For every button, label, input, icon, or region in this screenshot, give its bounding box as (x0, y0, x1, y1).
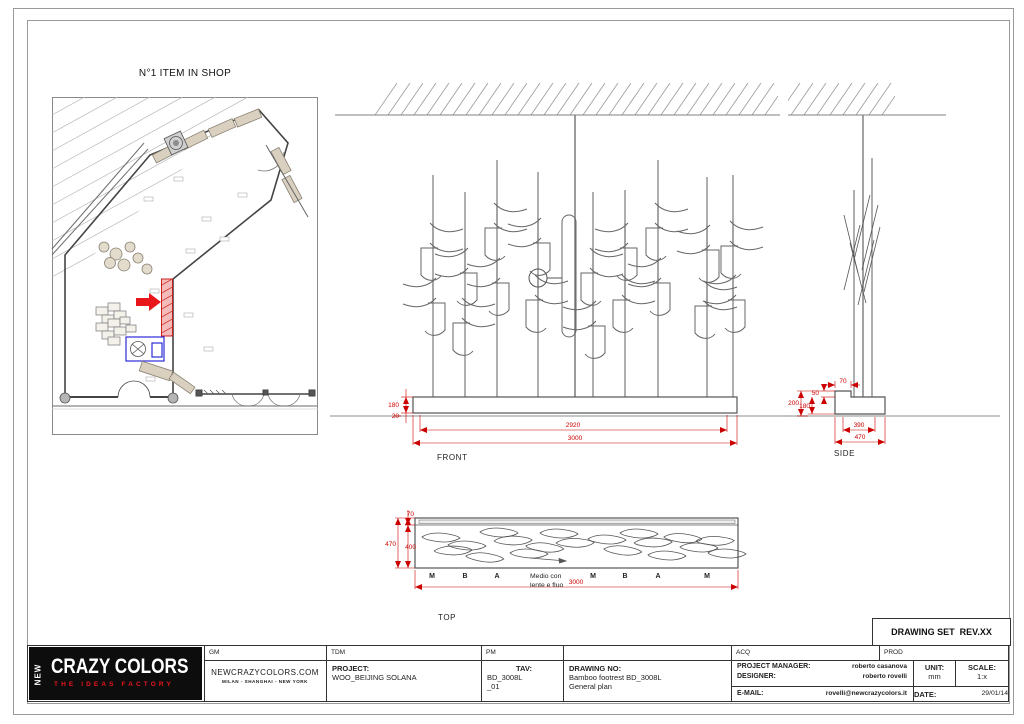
date-label: DATE: (914, 690, 937, 699)
scale-label: SCALE: (968, 663, 996, 672)
dim-base-gap-text: 20 (391, 413, 399, 420)
dim-leaf-depth-text: 400 (405, 544, 416, 551)
header-prod: PROD (884, 649, 903, 656)
header-tdm: TDM (331, 649, 346, 656)
dim-total-depth-text: 470 (385, 541, 396, 548)
front-elevation-drawing (330, 75, 790, 475)
base-platform-profile (835, 391, 885, 414)
unit-value: mm (928, 672, 941, 681)
logo-tagline-text: THE IDEAS FACTORY (54, 681, 174, 688)
bamboo-poles (433, 115, 733, 397)
side-view-label: SIDE (834, 449, 856, 458)
svg-text:M: M (590, 573, 596, 580)
date-cell (914, 690, 1008, 699)
unit-label: UNIT: (924, 663, 945, 672)
side-elevation-drawing (788, 75, 1000, 475)
dim-total-width-text: 3000 (567, 435, 583, 442)
ceiling-hatch (778, 83, 904, 115)
dim-total-width-text: 3000 (568, 579, 584, 586)
svg-text:M: M (704, 573, 710, 580)
header-gm: GM (209, 649, 220, 656)
dimension-base-height (808, 397, 835, 414)
dim-base-height-text: 180 (799, 403, 810, 410)
project-label: PROJECT: (332, 664, 370, 673)
email-label: E-MAIL: (737, 690, 764, 697)
bamboo-poles (854, 115, 872, 397)
designer-label: DESIGNER: (737, 673, 776, 680)
company-website-cell (204, 668, 326, 684)
logo-new-text: NEW (33, 663, 43, 686)
project-manager-label: PROJECT MANAGER: (737, 663, 811, 670)
ceiling-hatch (375, 83, 787, 115)
dim-total-height-text: 200 (788, 400, 799, 407)
header-pm: PM (486, 649, 496, 656)
designer-value: roberto rovelli (862, 673, 907, 680)
scale-value: 1:x (976, 672, 987, 681)
dim-step-width-text: 70 (839, 378, 847, 385)
drawing-set-rev-box: DRAWING SET REV.XX (872, 618, 1011, 646)
project-cell (332, 664, 480, 682)
dimension-step-height (821, 385, 835, 403)
dim-inner-width-text: 390 (853, 422, 865, 429)
date-value: 29/01/14 (981, 690, 1008, 697)
drawing-no-line1: Bamboo footrest BD_3008L (569, 673, 662, 682)
logo-name-text: CRAZY COLORS (51, 655, 189, 678)
top-view-label: TOP (438, 613, 457, 622)
front-view-label: FRONT (437, 453, 468, 462)
svg-text:A: A (494, 573, 500, 580)
website-url: NEWCRAZYCOLORS.COM (211, 668, 319, 677)
drawing-no-label: DRAWING NO: (569, 664, 622, 673)
svg-text:B: B (622, 573, 628, 580)
tav-cell (487, 664, 561, 691)
dim-total-width-text: 470 (854, 434, 866, 441)
dimension-left (395, 510, 415, 568)
svg-text:M: M (429, 573, 435, 580)
medio-label-line2: lente e fluo (530, 582, 564, 589)
svg-text:B: B (462, 573, 468, 580)
dim-strip-depth-text: 70 (406, 511, 414, 518)
tav-value-line1: BD_3008L (487, 673, 523, 682)
leaf-strokes (844, 195, 880, 305)
email-value: rovelli@newcrazycolors.it (825, 690, 907, 697)
project-value: WOO_BEIJING SOLANA (332, 673, 417, 682)
dim-step-height-text: 50 (811, 390, 819, 397)
base-platform (413, 397, 737, 413)
tav-value-line2: _01 (487, 682, 500, 691)
dim-inner-width-text: 2920 (565, 422, 581, 429)
svg-text:A: A (655, 573, 661, 580)
project-manager-value: roberto casanova (852, 663, 907, 670)
team-cell (737, 662, 907, 701)
tav-label: TAV: (516, 664, 532, 673)
floor-plan-drawing (52, 97, 318, 435)
leaf-clusters (403, 203, 763, 358)
dim-base-height-text: 180 (388, 402, 399, 409)
drawing-no-line2: General plan (569, 682, 612, 691)
scale-cell (956, 663, 1008, 681)
plan-title: N°1 ITEM IN SHOP (138, 68, 232, 79)
strip-inner (419, 520, 735, 524)
company-logo (29, 647, 202, 700)
drawing-no-cell (569, 664, 729, 691)
top-view-drawing (385, 500, 790, 630)
title-block (27, 645, 1009, 702)
header-acq: ACQ (736, 649, 751, 656)
unit-cell (914, 663, 955, 681)
website-cities: MILAN - SHANGHAI - NEW YORK (222, 679, 308, 684)
medio-label-line1: Medio con (530, 573, 562, 580)
